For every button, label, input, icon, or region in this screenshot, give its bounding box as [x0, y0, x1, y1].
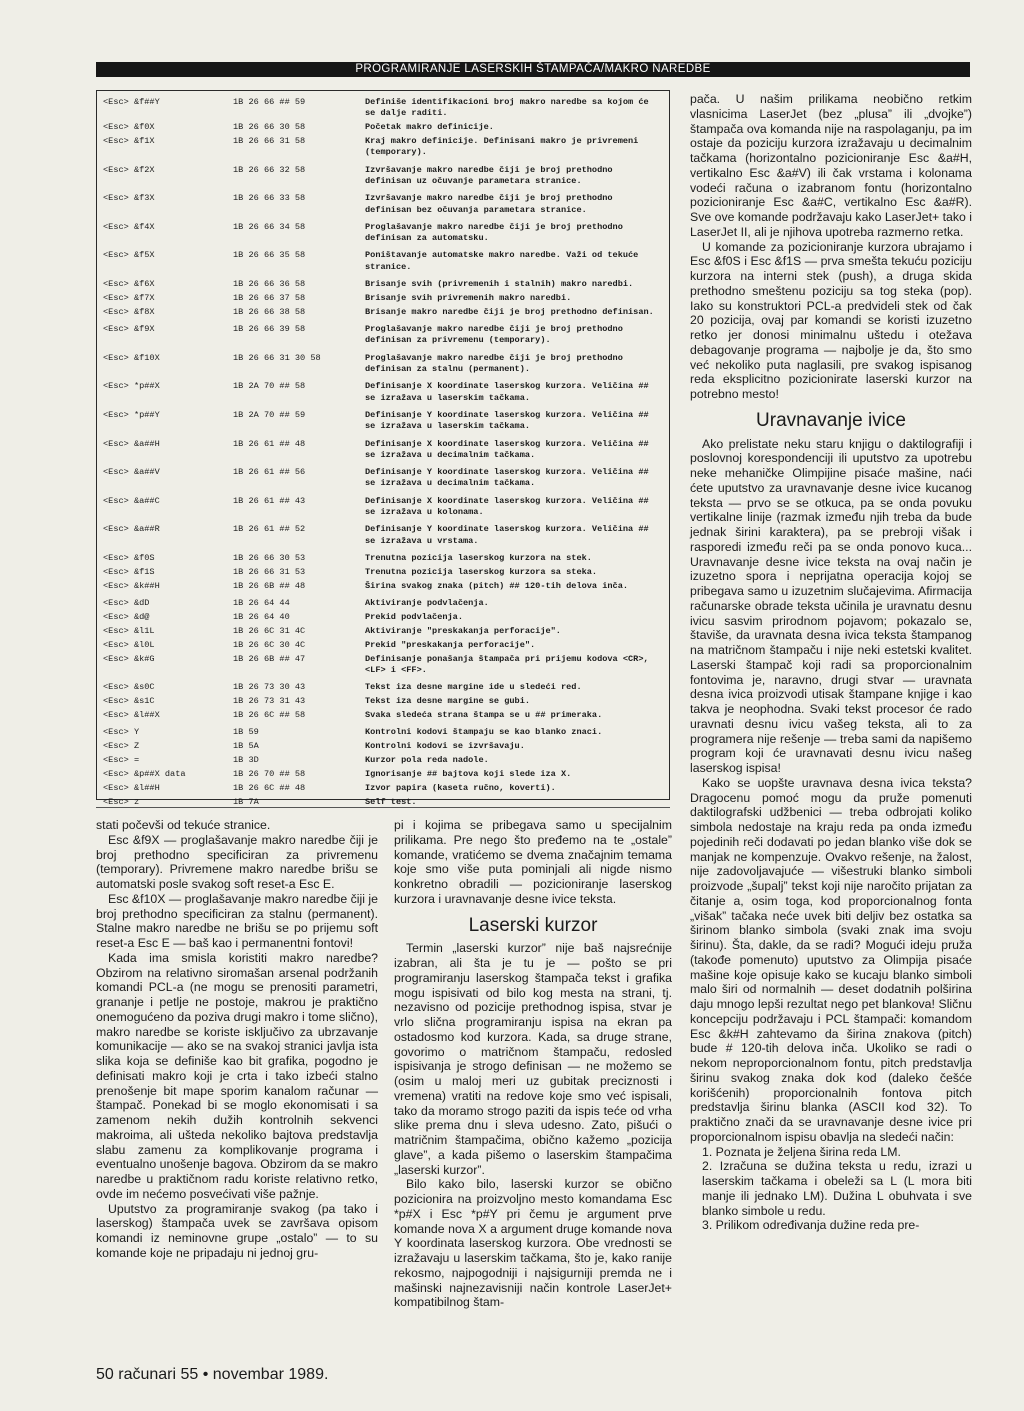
hex-code: 1B 26 66 33 58 [233, 193, 306, 204]
hex-code: 1B 26 66 32 58 [233, 164, 306, 175]
table-row [97, 598, 669, 609]
escape-code: <Esc> &f0S [103, 552, 155, 563]
hex-code: 1B 26 6B ## 47 [233, 653, 306, 664]
command-description: Poništavanje automatske makro naredbe. Važi od tekuće stranice. [365, 250, 644, 272]
hex-code: 1B 26 66 38 58 [233, 306, 306, 317]
hex-code: 1B 7A [233, 796, 259, 807]
command-description: Svaka sledeća strana štampa se u ## primeraka. [365, 709, 603, 720]
hex-code: 1B 3D [233, 754, 259, 765]
left-column [96, 818, 378, 1261]
escape-code: <Esc> &f2X [103, 164, 155, 175]
hex-code: 1B 26 6C 30 4C [233, 639, 306, 650]
paragraph: Uputstvo za programiranje svakog (pa tako i laserskog) štampača uvek se završava opisom komandi iz neminovne grupe „ostalo” — to su komande koje ne pripadaju ni jednoj gru- [96, 1201, 378, 1260]
command-description: Izvršavanje makro naredbe čiji je broj prethodno definisan uz očuvanje parametara stranice. [365, 164, 618, 186]
command-description: Kontrolni kodovi štampaju se kao blanko znaci. [365, 727, 603, 738]
hex-code: 1B 26 61 ## 48 [233, 438, 306, 449]
escape-code: <Esc> &f4X [103, 221, 155, 232]
escape-code: <Esc> &f##Y [103, 97, 160, 107]
table-row [97, 439, 669, 462]
paragraph: Bilo kako bilo, laserski kurzor se obično pozicionira na proizvoljno mesto komandama Esc *p#X i Esc *p#Y pri čemu je argument prve komande nova X a argument druge komande nova Y koordinata laserskog kurzora. Obe vrednosti se izražavaju u laserskim tačkama, što je, kako ranije rekosmo, najpogodniji i najsigurniji premda ne i mašinski najnezavisniji način kontrole LaserJet+ kompatibilnog štam- [394, 1177, 672, 1310]
command-description: Definisanje X koordinate laserskog kurzora. Veličina ## se izražava u decimalnim tačkama. [365, 438, 654, 460]
hex-code: 1B 26 6C ## 58 [233, 709, 306, 720]
section-heading: Uravnavanje ivice [756, 409, 906, 431]
table-row [97, 279, 669, 290]
table-row [97, 222, 669, 245]
table-row [97, 654, 669, 677]
escape-code: <Esc> &l1L [103, 625, 155, 636]
command-description: Definisanje X koordinate laserskog kurzora. Veličina ## se izražava u laserskim tačkama. [365, 381, 654, 403]
paragraph: Termin „laserski kurzor” nije baš najsrećnije izabran, ali šta je tu je — pošto se pri programiranju laserskog štampača tekst i grafika mogu ispisivati od bilo kog mesta na strani, tj. nezavisno od pozicije prethodnog ispisa, stvar je vrlo slična programiranju ispisa na ekran pa ostadosmo kod kurzora. Kada, sa druge strane, govorimo o matričnom štampaču, redosled ispisivanja je strogo definisan — ne možemo se (osim u maloj meri uz gubitak preciznosti i vremena) vratiti na redove koje smo već ispisali, tako da moramo strogo paziti da ispis teće od vrha slike prema dnu i sleva udesno. Zato, pišući o matričnim štampačima, obično kažemo „pozicija glave”, a kada pišemo o laserskim štampačima „laserski kurzor”. [394, 941, 672, 1177]
list-item: 3. Prilikom određivanja dužine reda pre- [702, 1218, 920, 1233]
hex-code: 1B 26 64 44 [233, 597, 290, 608]
hex-code: 1B 26 73 30 43 [233, 682, 306, 693]
command-description: Self test. [365, 796, 417, 807]
command-description: Aktiviranje "preskakanja perforacije". [365, 625, 561, 636]
escape-code: <Esc> &s1C [103, 696, 155, 706]
escape-code: <Esc> &k#G [103, 653, 155, 664]
escape-code: <Esc> &f6X [103, 279, 155, 290]
command-description: Izvršavanje makro naredbe čiji je broj prethodno definisan bez očuvanja parametara stranice. [365, 193, 618, 215]
hex-code: 1B 26 70 ## 58 [233, 768, 306, 779]
table-row [97, 612, 669, 623]
command-description: Definisanje X koordinate laserskog kurzora. Veličina ## se izražava u kolonama. [365, 495, 654, 517]
table-row [97, 193, 669, 216]
escape-code: <Esc> &f10X [103, 352, 160, 363]
escape-code: <Esc> &a##H [103, 438, 160, 449]
paragraph: Ako prelistate neku staru knjigu o daktilografiji i poslovnoj korespondenciji ili uputstvo za upotrebu neke mehaničke Olimpijine pisaće mašine, naći ćete uputstvo za uravnavanje desne ivice kucanog teksta — prvo se se otkuca, pa se onda povuku vertikalne linije (razmak između njih treba da bude jednak širini karaktera), pa se prebroji višak i rasporedi između reči pa se onda ponovo kuca... Uravnavanje desne ivice teksta na ovaj način je izuzetno spora i neprijatna operacija kojoj se pribegava samo u izuzetnim slučajevima. Afirmacija računarske obrade teksta učinila je uravnatu desnu ivicu sasvim prirodnom pojavom; pokazalo se, štaviše, da uravnata desna ivica teksta štampanog na matričnom štampaču i nije neki estetski kvalitet. Laserski štampač koji radi sa proporcionalnim fontovima je, naravno, drugi stvar — uravnata desna ivica proizvodi utisak štampane knjige i kao takva je neophodna. Svaki tekst procesor će rado uravnati desnu ivicu vašeg teksta, ali to za programera nije rešenje — treba sami da napišemo program koji će uravnavati desnu ivicu našeg laserskog ispisa! [690, 436, 972, 775]
command-description: Izvor papira (kaseta ručno, koverti). [365, 782, 556, 793]
table-row [97, 769, 669, 780]
table-row [97, 581, 669, 592]
hex-code: 1B 26 66 31 53 [233, 566, 306, 577]
table-row [97, 727, 669, 738]
escape-code: <Esc> &p##X data [103, 768, 186, 779]
escape-code: <Esc> &f7X [103, 292, 155, 303]
table-row [97, 97, 669, 120]
escape-code: <Esc> *p##X [103, 381, 160, 392]
command-description: Definisanje Y koordinate laserskog kurzora. Veličina ## se izražava u decimalnim tačkama. [365, 467, 654, 489]
command-description: Brisanje svih (privremenih i stalnih) makro naredbi. [365, 279, 634, 290]
command-description: Trenutna pozicija laserskog kurzora sa steka. [365, 566, 598, 577]
middle-column [394, 818, 672, 1310]
escape-code: <Esc> *p##Y [103, 409, 160, 420]
table-row [97, 381, 669, 404]
escape-code: <Esc> &f1X [103, 136, 155, 147]
command-description: Kurzor pola reda nadole. [365, 754, 489, 765]
command-description: Proglašavanje makro naredbe čiji je broj prethodno definisan za privremenu (temporary). [365, 324, 629, 346]
command-description: Trenutna pozicija laserskog kurzora na stek. [365, 552, 592, 563]
table-row [97, 122, 669, 133]
escape-code: <Esc> Y [103, 727, 140, 738]
escape-code: <Esc> &a##R [103, 524, 160, 535]
right-column [690, 92, 972, 1233]
hex-code: 1B 26 64 40 [233, 611, 290, 622]
table-row [97, 626, 669, 637]
command-description: Definisanje ponašanja štampača pri prijemu kodova <CR>, <LF> i <FF>. [365, 653, 654, 675]
hex-code: 1B 26 66 37 58 [233, 292, 306, 303]
escape-code: <Esc> &f1S [103, 566, 155, 577]
table-row [97, 783, 669, 794]
page-footer: 50 računari 55 • novembar 1989. [96, 1366, 329, 1383]
table-rule [96, 807, 670, 808]
command-description: Tekst iza desne margine se gubi. [365, 696, 531, 706]
hex-code: 1B 26 66 34 58 [233, 221, 306, 232]
escape-code: <Esc> &dD [103, 597, 150, 608]
table-row [97, 165, 669, 188]
command-table [96, 90, 670, 807]
table-row [97, 250, 669, 273]
hex-code: 1B 26 66 30 53 [233, 552, 306, 563]
table-row [97, 710, 669, 721]
command-description: Kontrolni kodovi se izvršavaju. [365, 741, 525, 752]
table-row [97, 353, 669, 376]
command-description: Tekst iza desne margine ide u sledeći red. [365, 682, 582, 693]
escape-code: <Esc> &f9X [103, 324, 155, 335]
table-row [97, 755, 669, 766]
hex-code: 1B 26 6B ## 48 [233, 580, 306, 591]
paragraph: stati počevši od tekuće stranice. [96, 818, 271, 832]
escape-code: <Esc> Z [103, 741, 140, 752]
command-description: Ignorisanje ## bajtova koji slede iza X. [365, 768, 572, 779]
hex-code: 1B 5A [233, 741, 259, 752]
command-description: Definiše identifikacioni broj makro naredbe sa kojom će se dalje raditi. [365, 97, 654, 119]
table-row [97, 136, 669, 159]
table-row [97, 410, 669, 433]
escape-code: <Esc> &d@ [103, 611, 150, 622]
table-row [97, 696, 669, 707]
paragraph: pi i kojima se pribegava samo u specijalnim prilikama. Pre nego što pređemo na te „ostale” komande, vratićemo se dvema značajnim temama koje smo više puta pominjali ali nigde nismo konkretno obradili — pozicioniranje laserskog kurzora i uravnavanje desne ivice teksta. [394, 818, 672, 906]
paragraph: Esc &f10X — proglašavanje makro naredbe čiji je broj prethodno specificiran za stalnu (permanent). Stalne makro naredbe ne brišu se po prijemu soft reset-a Esc E — baš kao i permanentni fontovi! [96, 891, 378, 950]
escape-code: <Esc> &a##V [103, 467, 160, 478]
table-row [97, 307, 669, 318]
hex-code: 1B 26 61 ## 56 [233, 467, 306, 478]
command-description: Početak makro definicije. [365, 122, 494, 133]
escape-code: <Esc> &l##H [103, 782, 160, 793]
command-description: Širina svakog znaka (pitch) ## 120-tih delova inča. [365, 580, 629, 591]
command-description: Brisanje makro naredbe čiji je broj prethodno definisan. [365, 306, 654, 317]
paragraph: U komande za pozicioniranje kurzora ubrajamo i Esc &f0S i Esc &f1S — prva smešta tekuću poziciju kurzora na interni stek (push), a druga skida prethodno smeštenu poziciju sa tog steka (pop). Iako su konstruktori PCL-a predvideli stek od čak 20 pozicija, ovaj par komandi se koristi izuzetno retko jer donosi minimalnu uštedu i otežava debagovanje programa — najbolje je da, što smo već nekoliko puta naglasili, pre svakog ispisanog reda eksplicitno pozicionirate laserski kurzor na potrebno mesto! [690, 239, 972, 401]
command-description: Brisanje svih privremenih makro naredbi. [365, 292, 572, 303]
hex-code: 1B 26 66 31 58 [233, 136, 306, 147]
hex-code: 1B 26 61 ## 52 [233, 524, 306, 535]
section-heading: Laserski kurzor [468, 914, 598, 936]
command-description: Aktiviranje podvlačenja. [365, 597, 489, 608]
escape-code: <Esc> &f3X [103, 193, 155, 204]
paragraph: Esc &f9X — proglašavanje makro naredbe čiji je broj prethodno specificiran za privremenu (temporary). Privremene makro naredbe brišu se automatski posle svakog soft reset-a Esc E. [96, 832, 378, 891]
hex-code: 1B 26 66 31 30 58 [233, 352, 321, 363]
table-row [97, 567, 669, 578]
list-item: 2. Izračuna se dužina teksta u redu, izrazi u laserskim tačkama i obeleži sa L (L mora biti manje ili jednako LM). Dužina L obuhvata i sve blanko simbole u redu. [702, 1159, 972, 1218]
table-row [97, 553, 669, 564]
command-description: Kraj makro definicije. Definisani makro je privremeni (temporary). [365, 136, 644, 158]
table-row [97, 324, 669, 347]
table-row [97, 293, 669, 304]
hex-code: 1B 2A 70 ## 58 [233, 381, 306, 392]
escape-code: <Esc> &l##X [103, 709, 160, 720]
table-row [97, 496, 669, 519]
list-item: 1. Poznata je željena širina reda LM. [702, 1144, 901, 1159]
escape-code: <Esc> &a##C [103, 495, 160, 506]
escape-code: <Esc> &l0L [103, 639, 155, 650]
hex-code: 1B 26 61 ## 43 [233, 495, 306, 506]
table-row [97, 640, 669, 651]
command-description: Prekid "preskakanja perforacije". [365, 639, 536, 650]
page-header: PROGRAMIRANJE LASERSKIH ŠTAMPAČA/MAKRO NAREDBE [96, 62, 970, 77]
hex-code: 1B 26 6C ## 48 [233, 782, 306, 793]
paragraph: Kada ima smisla koristiti makro naredbe? Obzirom na relativno siromašan arsenal podržanih komandi PCL-a (ne mogu se prenositi parametri, grananje i petlje ne postoje, makrou je praktično onemogućeno da poziva drugi makro i tome slično), makro naredbe se koriste isključivo za ubrzavanje komunikacije — ako se na svakoj stranici javlja ista slika koja se definiše kao bit grafika, pogodno je definisati makro koji je crta i tako izbeći stalno prenošenje bit mape sporim kanalom računar — štampač. Ponekad bi se moglo ekonomisati i sa zamenom nekih dužih kontrolnih sekvenci makroima, ali ušteda nekoliko bajtova predstavlja slabu zamenu za komplikovanje programa i eventualno unošenje bagova. Obzirom da se makro naredbe u praktičnom radu koriste relativno retko, ovde im nećemo posvećivati više pažnje. [96, 950, 378, 1201]
escape-code: <Esc> &f8X [103, 306, 155, 317]
hex-code: 1B 26 66 ## 59 [233, 97, 306, 107]
command-description: Definisanje Y koordinate laserskog kurzora. Veličina ## se izražava u vrstama. [365, 524, 654, 546]
escape-code: <Esc> &s0C [103, 682, 155, 693]
hex-code: 1B 26 66 36 58 [233, 279, 306, 290]
escape-code: <Esc> &k##H [103, 580, 160, 591]
hex-code: 1B 59 [233, 727, 259, 738]
paragraph: pača. U našim prilikama neobično retkim vlasnicima LaserJet (bez „plusa” ili „dvojke”) štampača ova komanda nije na raspolaganju, pa im ostaje da poziciju kurzora izražavaju u decimalnim tačkama (horizontalno pozicioniranje Esc &a#H, vertikalno Esc &a#V) ili čak vrstama i kolonama vodeći računa o izabranom fontu (horizontalno pozicioniranje Esc &a#C, vertikalno Esc &a#R). Sve ove komande podržavaju kako LaserJet+ tako i LaserJet II, ali je njihova upotreba razmerno retka. [690, 92, 972, 239]
command-description: Proglašavanje makro naredbe čiji je broj prethodno definisan za automatsku. [365, 221, 629, 244]
paragraph: Kako se uopšte uravnava desna ivica teksta? Dragocenu pomoć mogu da pruže pomenuti daktilografski udžbenici — treba odbrojati koliko simbola nedostaje na kraju reda pa onda između pojedinih reči dodavati po jedan blanko više dok se manjak ne kompenzuje. Ovakvo rešenje, na žalost, nije zadovoljavajuće — višestruki blanko simboli proizvode „šupalj” tekst koji nije naročito prijatan za čitanje a, osim toga, kod proporcionalnog fonta „višak” tačaka neće uvek biti deljiv bez ostatka sa širinom blanko simbola (svaki znak ima svoju širinu). Šta, dakle, da se radi? Mogući ideju pruža (takođe pomenuto) uputstvo za Olimpija pisaće mašine koje opisuje kako se kucaju blanko simboli malo širi od normalnih — deset dodatnih polširina daju mnogo lepši rezultat nego pet blankova! Sličnu koncepciju podržavaju i PCL štampači: komandom Esc &k#H zahtevamo da širina znakova (pitch) bude # 120-tih delova inča. Ukoliko se radi o nekom neproporcionalnom fontu, pitch predstavlja širinu svakog znaka dok kod (daleko češće korišćenih) proporcionalnih fontova pitch predstavlja širinu blanka (ASCII kod 32). To praktično znači da se uravnavanje desne ivice pri proporcionalnom ispisu obavlja na sledeći način: [690, 775, 972, 1144]
hex-code: 1B 26 6C 31 4C [233, 625, 306, 636]
table-row [97, 524, 669, 547]
command-description: Definisanje Y koordinate laserskog kurzora. Veličina ## se izražava u laserskim tačkama. [365, 409, 654, 432]
command-description: Prekid podvlačenja. [365, 611, 463, 622]
command-description: Proglašavanje makro naredbe čiji je broj prethodno definisan za stalnu (permanent). [365, 352, 629, 375]
hex-code: 1B 26 66 39 58 [233, 324, 306, 335]
hex-code: 1B 2A 70 ## 59 [233, 409, 306, 420]
escape-code: <Esc> = [103, 754, 140, 765]
table-row [97, 467, 669, 490]
hex-code: 1B 26 66 30 58 [233, 122, 306, 133]
escape-code: <Esc> &f5X [103, 250, 155, 261]
hex-code: 1B 26 66 35 58 [233, 250, 306, 261]
hex-code: 1B 26 73 31 43 [233, 696, 306, 706]
escape-code: <Esc> &f0X [103, 122, 155, 133]
table-row [97, 682, 669, 693]
escape-code: <Esc> z [103, 796, 140, 807]
table-row [97, 741, 669, 752]
